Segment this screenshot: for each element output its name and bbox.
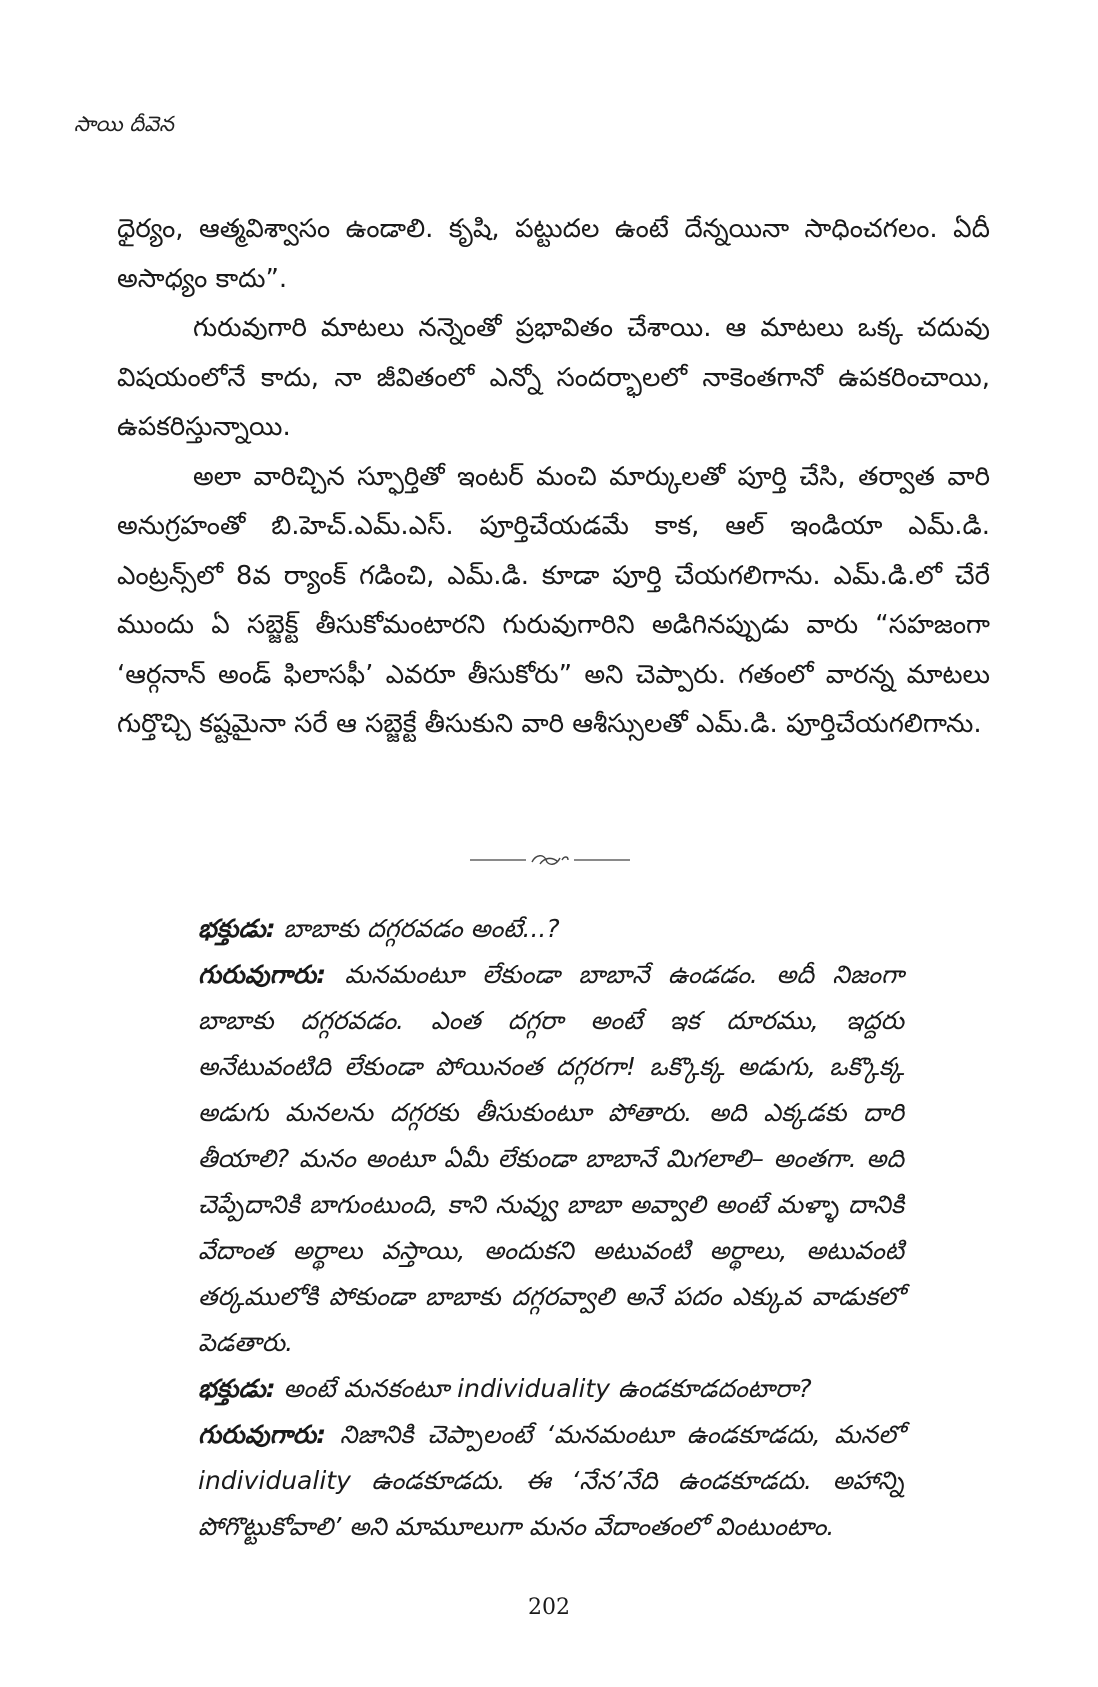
paragraph: ధైర్యం, ఆత్మవిశ్వాసం ఉండాలి. కృషి, పట్టుదల ఉంటే దేన్నయినా సాధించగలం. ఏదీ అసాధ్యం కాదు”. (117, 214, 990, 294)
body-text (117, 205, 990, 750)
speaker-label: భక్తుడు: (198, 1374, 276, 1403)
paragraph: గురువుగారి మాటలు నన్నెంతో ప్రభావితం చేశాయి. ఆ మాటలు ఒక్క చదువు విషయంలోనే కాదు, నా జీవితంలో ఎన్నో సందర్భాలలో నాకెంతగానో ఉపకరించాయి, ఉపకరిస్తున్నాయి. (117, 313, 990, 442)
dialogue-line (198, 1412, 904, 1550)
dialogue-line (198, 1366, 904, 1412)
speaker-label: భక్తుడు: (198, 914, 276, 943)
paragraph: అలా వారిచ్చిన స్ఫూర్తితో ఇంటర్ మంచి మార్కులతో పూర్తి చేసి, తర్వాత వారి అనుగ్రహంతో బి.హెచ్.ఎమ్.ఎస్. పూర్తిచేయడమే కాక, ఆల్ ఇండియా ఎమ్.డి. ఎంట్రన్స్‌లో 8వ ర్యాంక్ గడించి, ఎమ్.డి. కూడా పూర్తి చేయగలిగాను. ఎమ్.డి.లో చేరే ముందు ఏ సబ్జెక్ట్ తీసుకోమంటారని గురువుగారిని అడిగినప్పుడు వారు “సహజంగా ‘ఆర్గనాన్ అండ్ ఫిలాసఫీ’ ఎవరూ తీసుకోరు” అని చెప్పారు. గతంలో వారన్న మాటలు గుర్తొచ్చి కష్టమైనా సరే ఆ సబ్జెక్టే తీసుకుని వారి ఆశీస్సులతో ఎమ్.డి. పూర్తిచేయగలిగాను. (117, 461, 990, 739)
dialogue-line (198, 952, 904, 1366)
dialogue-text: బాబాకు దగ్గరవడం అంటే...? (275, 914, 560, 943)
page-number: 202 (528, 1595, 570, 1620)
section-divider-ornament (470, 850, 630, 870)
dialogue-text: నిజానికి చెప్పాలంటే ‘మనమంటూ ఉండకూడదు, మనలో individuality ఉండకూడదు. ఈ ‘నేన’నేది ఉండకూడదు. అహాన్ని పోగొట్టుకోవాలి’ అని మామూలుగా మనం వేదాంతంలో వింటుంటాం. (198, 1420, 904, 1541)
dialogue (198, 906, 904, 1550)
running-head: సాయి దీవెన (74, 112, 174, 136)
speaker-label: గురువుగారు: (198, 1420, 327, 1449)
dialogue-line (198, 906, 904, 952)
dialogue-text: మనమంటూ లేకుండా బాబానే ఉండడం. అదీ నిజంగా బాబాకు దగ్గరవడం. ఎంత దగ్గరా అంటే ఇక దూరము, ఇద్దరు అనేటువంటిది లేకుండా పోయినంత దగ్గరగా! ఒక్కొక్క అడుగు, ఒక్కొక్క అడుగు మనలను దగ్గరకు తీసుకుంటూ పోతారు. అది ఎక్కడకు దారి తీయాలి? మనం అంటూ ఏమీ లేకుండా బాబానే మిగలాలి– అంతగా. అది చెప్పేదానికి బాగుంటుంది, కాని నువ్వు బాబా అవ్వాలి అంటే మళ్ళా దానికి వేదాంత అర్థాలు వస్తాయి, అందుకని అటువంటి అర్థాలు, అటువంటి తర్కములోకి పోకుండా బాబాకు దగ్గరవ్వాలి అనే పదం ఎక్కువ వాడుకలో పెడతారు. (198, 960, 904, 1357)
dialogue-text: అంటే మనకంటూ individuality ఉండకూడదంటారా? (275, 1374, 812, 1403)
speaker-label: గురువుగారు: (198, 960, 327, 989)
